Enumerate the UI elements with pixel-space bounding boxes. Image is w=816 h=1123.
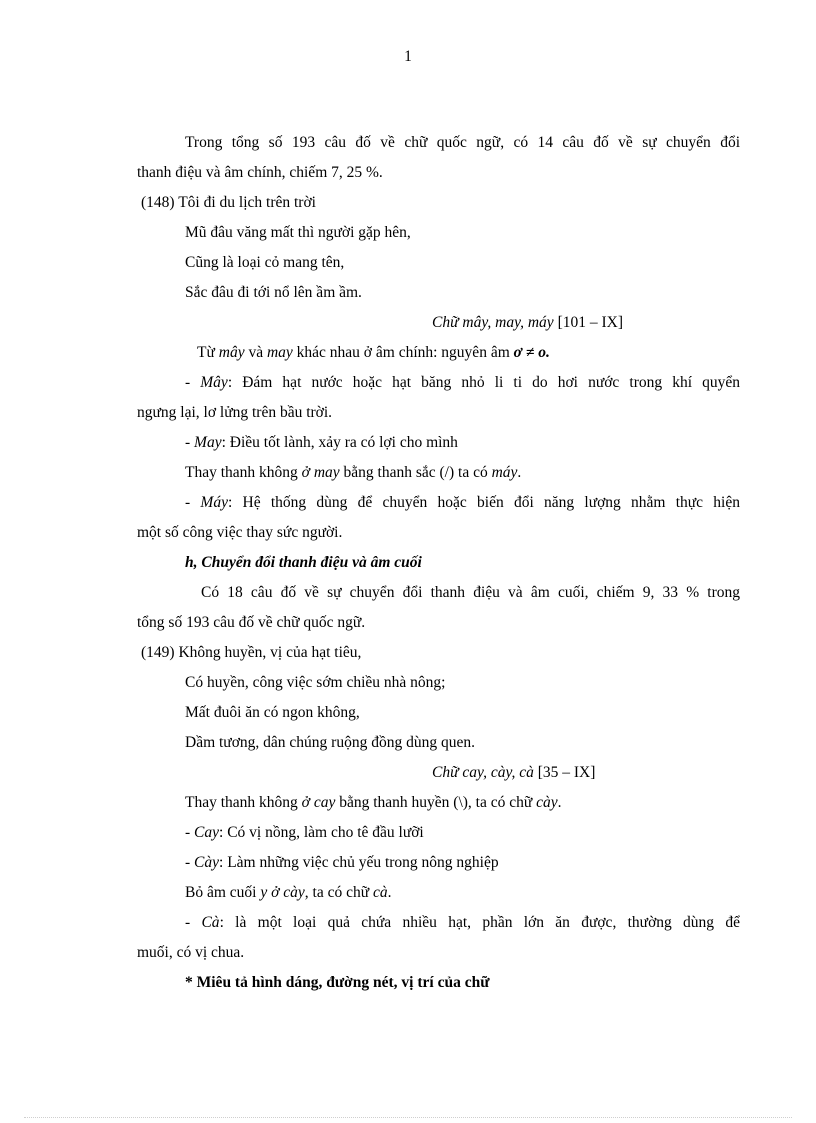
riddle-149-line1: (149) Không huyền, vị của hạt tiêu, [141, 644, 362, 661]
riddle-148-line1: (148) Tôi đi du lịch trên trời [141, 194, 316, 211]
para1-line2: thanh điệu và âm chính, chiếm 7, 25 %. [137, 164, 383, 181]
para1-line1: Trong tổng số 193 câu đố về chữ quốc ngữ, có 14 câu đố về sự chuyển đổi [185, 134, 740, 151]
riddle-149-line4: Dầm tương, dân chúng ruộng đồng dùng quen. [185, 734, 475, 751]
page-footer-divider [24, 1117, 792, 1118]
section-h-line2: tổng số 193 câu đố về chữ quốc ngữ. [137, 614, 366, 631]
riddle-148-line2: Mũ đâu văng mất thì người gặp hên, [185, 224, 411, 241]
riddle-149-line2: Có huyền, công việc sớm chiều nhà nông; [185, 674, 446, 691]
riddle-149-answer: Chữ cay, cày, cà [35 – IX] [432, 764, 596, 781]
explain-149-tone-change: Thay thanh không ở cay bằng thanh huyền (\), ta có chữ cày. [185, 794, 562, 811]
definition-may3-line2: một số công việc thay sức người. [137, 524, 343, 541]
explain-149-final-change: Bỏ âm cuối y ở cày, ta có chữ cà. [185, 884, 392, 901]
definition-may-line1: - Mây: Đám hạt nước hoặc hạt băng nhỏ li ti do hơi nước trong khí quyển [185, 374, 740, 391]
definition-cay: - Cay: Có vị nồng, làm cho tê đầu lưỡi [185, 824, 424, 841]
explain-148-tone-change: Thay thanh không ở may bằng thanh sắc (/) ta có máy. [185, 464, 522, 481]
definition-may2: - May: Điều tốt lành, xảy ra có lợi cho mình [185, 434, 458, 451]
riddle-148-line3: Cũng là loại cỏ mang tên, [185, 254, 345, 271]
definition-cay2: - Cày: Làm những việc chủ yếu trong nông nghiệp [185, 854, 499, 871]
page-number: 1 [404, 48, 412, 65]
definition-may3-line1: - Máy: Hệ thống dùng để chuyển hoặc biến đổi năng lượng nhằm thực hiện [185, 494, 740, 511]
definition-ca-line1: - Cà: là một loại quả chứa nhiều hạt, phần lớn ăn được, thường dùng để [185, 914, 740, 931]
riddle-148-answer: Chữ mây, may, máy [101 – IX] [432, 314, 623, 331]
explain-148-line1: Từ mây và may khác nhau ở âm chính: nguyên âm ơ ≠ o. [197, 344, 550, 361]
riddle-149-line3: Mất đuôi ăn có ngon không, [185, 704, 360, 721]
section-h-line1: Có 18 câu đố về sự chuyển đổi thanh điệu và âm cuối, chiếm 9, 33 % trong [201, 584, 740, 601]
section-h-title: h, Chuyển đổi thanh điệu và âm cuối [185, 554, 422, 571]
heading-shape-description: * Miêu tả hình dáng, đường nét, vị trí của chữ [185, 974, 490, 991]
riddle-number: (148) [141, 194, 175, 211]
riddle-148-line4: Sắc đâu đi tới nổ lên ầm ầm. [185, 284, 362, 301]
riddle-number: (149) [141, 644, 175, 661]
definition-ca-line2: muối, có vị chua. [137, 944, 245, 961]
definition-may-line2: ngưng lại, lơ lửng trên bầu trời. [137, 404, 333, 421]
